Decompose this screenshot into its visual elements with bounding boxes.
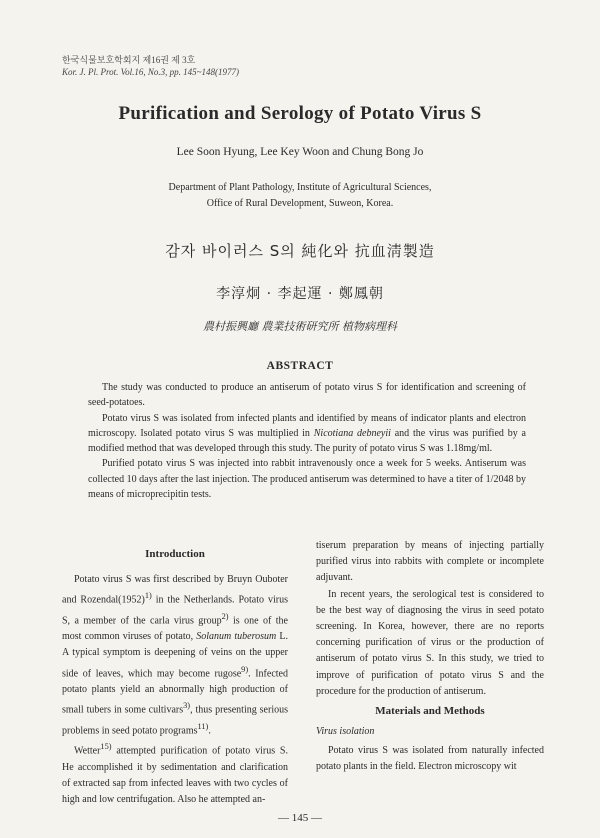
journal-citation-line: Kor. J. Pl. Prot. Vol.16, No.3, pp. 145~148(1977)	[62, 67, 240, 77]
species-name: Nicotiana debneyii	[313, 427, 391, 439]
affiliation-line-2: Office of Rural Development, Suweon, Korea.	[206, 198, 394, 209]
paper-title: Purification and Serology of Potato Virus S	[118, 103, 482, 124]
citation-ref: 11)	[197, 721, 209, 731]
materials-body	[316, 743, 544, 775]
introduction-heading: Introduction	[145, 548, 205, 560]
citation-ref: 2)	[221, 611, 229, 621]
korean-title: 감자 바이러스 S의 純化와 抗血淸製造	[165, 242, 435, 260]
citation-ref: 15)	[100, 742, 112, 752]
body-paragraph: tiserum preparation by means of injecting partially purified virus into rabbits with complete or incomplete adjuvant.	[316, 540, 544, 584]
abstract-heading: ABSTRACT	[266, 360, 334, 372]
right-column-body	[316, 538, 544, 700]
introduction-body	[62, 572, 288, 809]
author-list: Lee Soon Hyung, Lee Key Woon and Chung Bong Jo	[176, 146, 424, 158]
citation-ref: 3)	[183, 701, 191, 711]
body-paragraph: Potato virus S was isolated from naturally infected potato plants in the field. Electron microscopy wit	[316, 745, 544, 773]
abstract-body	[88, 380, 526, 502]
journal-korean-line: 한국식물보호학회지 제16권 제 3호	[62, 55, 196, 65]
affiliation	[0, 180, 600, 212]
virus-isolation-subheading: Virus isolation	[316, 726, 375, 737]
citation-ref: 1)	[144, 591, 152, 601]
species-name: Solanum tuberosum	[196, 631, 277, 643]
citation-ref: 9)	[241, 664, 249, 674]
body-paragraph: Wetter$^{15)}$ attempted purification of potato virus S. He accomplished it by sedimentation and clarification of extracted sap from infected leaves with two cycles of high and low centrifugation. Also he attempted an-	[62, 742, 288, 806]
abstract-paragraph: The study was conducted to produce an antiserum of potato virus S for identification and screening of seed-potatoes.	[88, 382, 526, 409]
page-number: — 145 —	[278, 812, 322, 824]
abstract-paragraph: Purified potato virus S was injected into rabbit intravenously once a week for 5 weeks. Antiserum was collected 10 days after the last injection. The produced antiserum was determined to have a titer of 1/2048 by means of microprecipitin tests.	[88, 458, 526, 501]
abstract-paragraph: Potato virus S was isolated from infected plants and identified by means of indicator plants and electron microscopy. Isolated potato virus S was multiplied in Nicotiana debneyii and the virus was purified by a modified method that was developed through this study. The purity of potato virus S was 1.18mg/ml.	[88, 412, 526, 455]
affiliation-line-1: Department of Plant Pathology, Institute of Agricultural Sciences,	[168, 182, 432, 193]
journal-header	[62, 54, 239, 78]
body-paragraph: In recent years, the serological test is considered to be the best way of diagnosing the virus in seed potato screening. In Korea, however, there are no reports concerning purification of virus or the production of antiserum of potato virus S. In this study, we tried to improve of purification of potato virus S and the procedure for the production of antiserum.	[316, 588, 544, 697]
korean-authors: 李淳炯 · 李起運 · 鄭鳳朝	[216, 286, 384, 302]
body-paragraph: Potato virus S was first described by Bruyn Ouboter and $Rozendal(1952)^{1)}$ in the Netherlands. Potato virus S, a member of the carla virus group$^{2)}$ is one of the most common viruses of potato, Solanum tuberosum L. A typical symptom is deepening of veins on the upper side of leaves, which may become rugose$^{9)}$. Infected potato plants yield an abnormally high production of small tubers in some cultivars$^{3)}$, thus presenting serious problems in seed potato programs$^{11)}$.	[62, 574, 288, 737]
materials-heading: Materials and Methods	[375, 705, 485, 717]
korean-affiliation: 農村振興廳 農業技術研究所 植物病理科	[203, 320, 397, 333]
